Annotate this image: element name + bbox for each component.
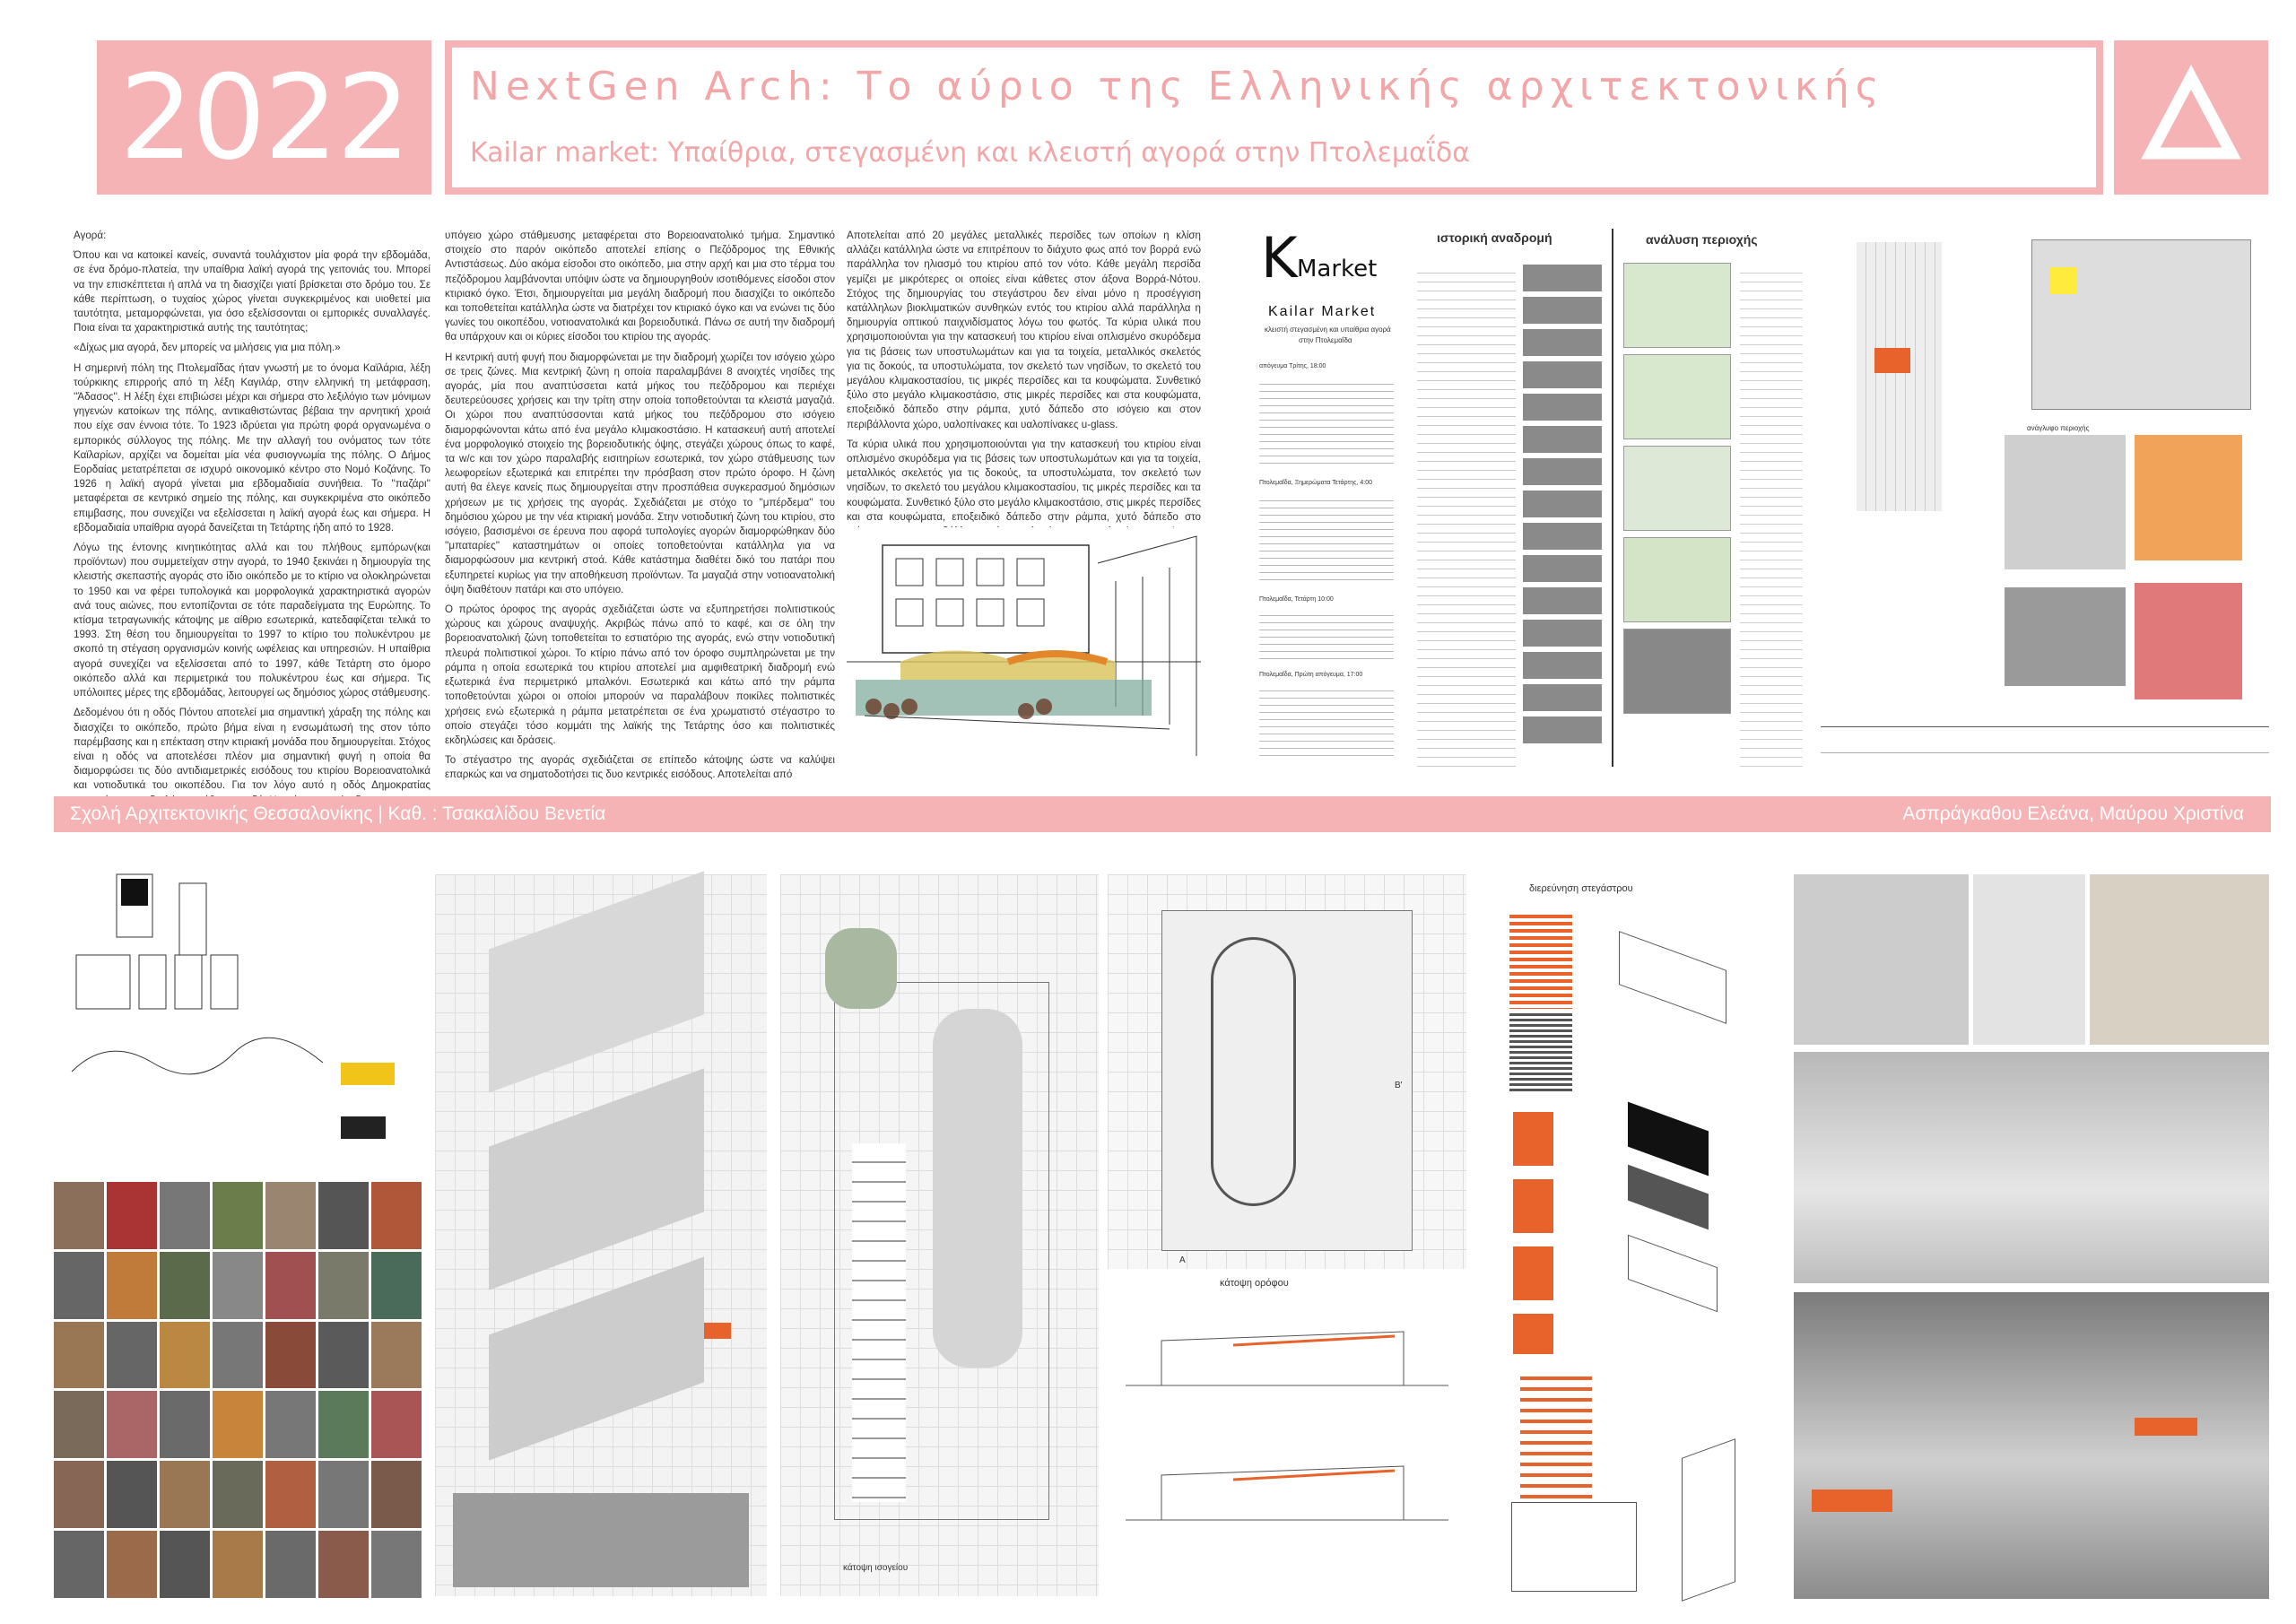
market-photo [371,1391,422,1458]
roof-study-heading: διερεύνηση στεγάστρου [1529,883,1633,894]
market-photo [213,1391,263,1458]
kmarket-brand-panel [1256,225,1410,767]
market-photo [265,1322,316,1389]
market-photo [213,1182,263,1249]
market-photo [265,1252,316,1319]
analysis-map [1623,263,1731,348]
text-column-2 [445,229,835,785]
section-mark: A [1179,1255,1186,1265]
analysis-map [1623,446,1731,531]
building-sections [1108,1296,1466,1596]
model-photo [2090,874,2269,1045]
market-photo [371,1252,422,1319]
market-photo [265,1531,316,1598]
market-photo [107,1322,157,1389]
axonometric-block [489,1256,704,1460]
roof-layer [1628,1165,1709,1230]
orange-stall [1812,1489,1892,1512]
axonometric-block [489,871,704,1092]
analysis-panel [1619,229,1807,767]
ramp-outline [1211,937,1296,1206]
note-3: Πτολεμαΐδα, Τετάρτη 10:00 [1259,596,1334,603]
paragraph: Αγορά: [74,230,107,241]
market-photo [54,1531,104,1598]
history-photos [1523,265,1602,749]
topography-model [2005,435,2126,569]
ground-floor-plan [780,874,1099,1596]
analysis-text [1740,265,1803,767]
site-axonometric [1511,1502,1637,1592]
note-text-lines [1259,378,1394,467]
paragraph: Δεδομένου ότι η οδός Πόντου αποτελεί μια σημαντική χάραξη της πόλης και διασχίζει το οικόπεδο, πρώτο βήμα είναι η ενσωμάτωσή της στον τόπο παρέμβασης και η επέκταση στην κτιριακή μονάδα που δημιουργείται. Στόχος είναι η οδός να αποτελέσει πλέον μια σημαντική φυγή η οποία θα διαμορφώσει τις δύο αντιδιαμετρικές εισόδους του κτιρίου Βορειοανατολικά και νοτιοδυτικά του οικοπέδου. Για τον λόγο αυτό η οδός Δημοκρατίας [74,707,430,792]
ground-floor-label: κάτοψη ισογείου [843,1563,909,1573]
market-photo [371,1322,422,1389]
market-photo [371,1182,422,1249]
paragraph: Ο πρώτος όροφος της αγοράς σχεδιάζεται ώστε να εξυπηρετήσει πολιτιστικούς χώρους και χώρους αναψυχής. Ακριβώς πάνω από το καφέ, και σε όλη την βορειοανατολική ζώνη τοποθετείται το εστιατόριο της αγοράς, ενώ στην νοτιοδυτική πλευρά πολιτιστικοί χώροι. Το κτίριο πάνω από τον όροφο συμπληρώνεται με την ράμπα η οποία εσωτερικά του κτιρίου αποτελεί μια αμφιθεατρική διαδρομή ενώ εξωτερικά ένα περιμετρικό μπαλκόνι. Εσωτερικά και κάτω από την ράμπα τοποθετούνται χώροι οι οποίοι μπορούν να παραλάβουν ποικίλες πολιτιστικές χρήσεις ενώ εξωτερικά η ράμπα μετατρέπεται σε ένα χρωματιστό στέγαστρο το οποίο στεγάζει τόσο κομμάτι της λαϊκής της Τετάρτης όσο και πολιτιστικές εκδηλώσεις και δράσεις. [445,604,835,746]
axonometric-block [489,1068,704,1290]
market-photo [54,1182,104,1249]
market-photo [318,1182,369,1249]
section-mark: B' [1395,1081,1403,1090]
kmarket-caption: κλειστή στεγασμένη και υπαίθρια αγορά [1265,326,1391,334]
interior-render [453,1493,749,1587]
market-photo [160,1461,210,1528]
market-photo [107,1182,157,1249]
market-photo [213,1322,263,1389]
roof-study-panel [1493,874,1780,1601]
louver-study [1509,1013,1572,1094]
market-photo [265,1461,316,1528]
market-sketch [847,527,1201,756]
paragraph: Το στέγαστρο της αγοράς σχεδιάζεται σε επίπεδο κάτοψης ώστε να καλύψει επαρκώς και να σηματοδοτήσει τις δυο κεντρικές εισόδους. Αποτελείται από [445,754,835,781]
history-panel [1417,229,1605,767]
site-highlight [2050,267,2077,294]
market-photo [371,1461,422,1528]
concept-diagrams [54,865,422,1170]
market-photo [318,1461,369,1528]
note-text-lines [1259,494,1394,584]
roof-axonometric [1619,931,1726,1024]
louver-study [1509,915,1572,1009]
model-photo [1973,874,2085,1045]
delta-logo-box [2114,40,2268,195]
triangle-delta-icon [2142,68,2240,167]
project-subtitle: Kailar market: Υπαίθρια, στεγασμένη και κλειστή αγορά στην Πτολεμαΐδα [470,137,1470,169]
text-column-1 [74,229,430,792]
main-title: NextGen Arch: Το αύριο της Ελληνικής αρχιτεκτονικής [470,64,1885,109]
market-photo [265,1391,316,1458]
market-photo [107,1391,157,1458]
note-text-lines [1259,684,1394,756]
historic-photo [2005,587,2126,686]
market-photo [160,1252,210,1319]
urban-map [2031,239,2251,410]
title-banner [445,40,2103,195]
interior-render [1794,1292,2269,1599]
market-photo [318,1322,369,1389]
market-photo [54,1391,104,1458]
market-photo [213,1252,263,1319]
model-photo [1794,874,1969,1045]
interior-render [1794,1052,2269,1283]
paragraph: υπόγειο χώρο στάθμευσης μεταφέρεται στο Βορειοανατολικό τμήμα. Σημαντικό στοιχείο στο παρόν οικόπεδο αποτελεί επίσης ο Πεζόδρομος της Εθνικής Αντιστάσεως. Δύο ακόμα είσοδοι στο οικόπεδο, μια στην αρχή και μια στο τέρμα του πεζόδρομου λαμβάνονται υπόψιν ώστε να δημιουργηθούν ισοτιθόμενες είσοδοι στον κτιριακό όγκο. Έτσι, δημιουργείται μια μεγάλη διαδρομή που διασχίζει το οικόπεδο και τοποθετείται κατάλληλα ώστε να διατρέχει τον κτιριακό όγκο και να ενώνει τις δύο γωνίες του οικοπέδου, νοτιοανατολικά και βορειοδυτικά. Πάνω σε αυτή την διαδρομή θα υπάρχουν και οι κύριες είσοδοι του κτιρίου της αγοράς. [445,230,835,343]
central-space [933,1009,1022,1368]
market-photo [318,1531,369,1598]
quote: «Δίχως μια αγορά, δεν μπορείς να μιλήσεις για μια πόλη.» [74,342,341,354]
market-photo [160,1322,210,1389]
history-heading: ιστορική αναδρομή [1437,230,1552,245]
market-photo [213,1531,263,1598]
market-photo [160,1182,210,1249]
topography-caption: ανάγλυφο περιοχής [2027,424,2090,432]
site-section [1821,726,2269,753]
analysis-heading: ανάλυση περιοχής [1646,232,1758,247]
year-label: 2022 [119,49,409,186]
paragraph: Τα κύρια υλικά που χρησιμοποιούνται για την κατασκευή του κτιρίου είναι οπλισμένο σκυρόδεμα για τις βάσεις των υποστυλωμάτων και για τα τοιχεία, μεταλλικός σκελετός για τις δοκούς, τα υποστυλώματα, τον σκελετό των νησίδων, το σκελετό του μεγάλου κλιμακοστασίου, τις μικρές περσίδες και τα κουφώματα. Συνθετικό ξύλο στο μεγάλο κλιμακοστάσιο, στις μικρές περσίδες και στα κουφώματα, εποξειδικό δάπεδο στην ράμπα, χυτό δάπεδο στο [847,438,1201,523]
note-2: Πτολεμαΐδα, Ξημερώματα Τετάρτης, 4:00 [1259,480,1372,486]
market-photo [318,1252,369,1319]
market-photo [107,1461,157,1528]
louver-profiles [1513,1112,1553,1354]
landuse-map [2135,435,2242,560]
market-photo [265,1182,316,1249]
market-photo [213,1461,263,1528]
renders-panel [1794,874,2269,1599]
first-floor-label: κάτοψη ορόφου [1220,1278,1289,1289]
kmarket-logo-word: Market [1297,256,1378,282]
title-inner-panel [452,48,2096,187]
aerial-photo [1623,629,1731,714]
market-photo [318,1391,369,1458]
analysis-map [1623,537,1731,622]
axonometric-diagrams [435,874,767,1596]
kmarket-caption-city: στην Πτολεμαΐδα [1299,336,1352,344]
site-plan-strip [1857,242,1942,511]
sections-drawing [1108,1296,1466,1596]
first-floor-plan [1108,874,1466,1269]
market-photo [371,1531,422,1598]
roof-layer [1628,1102,1709,1177]
exploded-louvers [1520,1376,1592,1502]
paragraph: Η σημερινή πόλη της Πτολεμαΐδας ήταν γνωστή με το όνομα Καϊλάρια, λέξη τούρκικης επιρροής από τη λέξη Καγιλάρ, στην ελληνική τη μετάφραση, ''Άδασος''. Η λέξη έχει επιβιώσει μέχρι και σήμερα στο λεξιλόγιο των μόνιμων γηγενών κατοίκων της πόλης, αντικαθιστώντας βέβαια την αρνητική χροιά που είχε σαν έννοια τότε. Το 1923 ιδρύεται για πρώτη φορά οργανωμένα ο εμπορικός σύλλογος της πόλης. Με την αλλαγή του ονόματος των τότε Καϊλαρίων, αρχίζει να δομείται μία νέα φυσιογνωμία της πόλης. Ο Δήμος Εορδαίας μετατρέπεται σε ισχυρό οικονομικό κέντρο στο Νομό Κοζάνης. Το 1926 η λαϊκή αγορά γίνεται μια εβδομαδιαία συνήθεια. Το ''παζάρι'' μεταφέρεται σε κεντρικό σημείο της πόλης, και συγκεκριμένα στο οικόπεδο επιμβασης, που συνεχίζει να εξελίσσεται η λαϊκή αγορά έως και σήμερα. Η εβδομαδιαία υπαίθρια αγορά δανείζεται τη Τετάρτης ήδη από το 1928. [74,361,430,534]
analysis-map [1623,354,1731,439]
year-banner [97,40,431,195]
history-text [1417,265,1516,767]
note-4: Πτολεμαΐδα, Πρώτη απόγευμα, 17:00 [1259,672,1363,678]
orange-stall [2135,1418,2197,1436]
footer-band [54,796,2271,832]
site-highlight [1874,348,1910,373]
shop-rows [852,1143,906,1502]
divider [1612,229,1613,767]
note-text-lines [1259,609,1394,663]
paragraph: Λόγω της έντονης κινητικότητας αλλά και του πλήθους εμπόρων(και προϊόντων) που συμμετείχαν στην αγορά, το 1940 ξεκινάει η δημιουργία της κλειστής σκεπαστής αγοράς στο ίδιο οικόπεδο με το κτίριο να ολοκληρώνεται το 1950 και να φέρει τυπολογικά και μορφολογικά χαρακτηριστικά αγορών ανά τους αιώνες, που εντοπίζονται σε τότε παραδείγματα της Ευρώπης. Το κτίσμα τετραγωνικής κάτοψης με αίθριο εσωτερικά, κατεδαφίζεται τελικά το 1993. Στη θέση του δημιουργείται το 1997 το κτίριο του πολυκέντρου με σκοπό τη στέγαση οργανισμών κοινής ωφέλειας και υπηρεσιών. Η υπαίθρια αγορά συνεχίζει να εξελίσσεται από το 1997, κάθε Τετάρτη στο όμορο οικόπεδο αλλά και περιμετρικά του πολυκέντρου έως και σήμερα. Τις υπόλοιπες μέρες της εβδομάδας, λειτουργεί ως δημόσιος χώρος στάθμευσης. [74,542,430,699]
landuse-map [2135,583,2242,699]
market-photo [160,1391,210,1458]
market-photo [107,1531,157,1598]
facade-detail [1682,1438,1735,1602]
sketch-drawing [847,527,1201,756]
roof-layer [1628,1235,1718,1312]
kmarket-brand-name: Kailar Market [1268,304,1377,319]
school-credit: Σχολή Αρχιτεκτονικής Θεσσαλονίκης | Καθ. : Τσακαλίδου Βενετία [70,803,606,824]
paragraph: Η κεντρική αυτή φυγή που διαμορφώνεται με την διαδρομή χωρίζει τον ισόγειο χώρο σε τρεις ζώνες. Μια κεντρική ζώνη η οποία παραλαμβάνει 8 ανοιχτές νησίδες της αγοράς, μία που αναπτύσσεται κατά μήκος του πεζόδρομου και περιέχει δευτερεύουσες χρήσεις και την τρίτη στην οποία τοποθετούνται τα κλειστά μαγαζιά. Οι χώροι που αναπτύσσονται κατά μήκος του πεζόδρομου στο ισόγειο διαμορφώνονται κάτω από ένα μεγάλο κλιμακοστάσιο. Η κατασκευή αυτή αποτελεί ένα μορφολογικό στοιχείο της βορειοδυτικής όψης, στεγάζει χώρους όπως το καφέ, τα w/c και τον χώρο παραλαβής εισιτηρίων εσωτερικά, τον χώρο στάθμευσης των λεωφορείων εξωτερικά και επιτρέπει την πρόσβαση στον πρώτο όροφο. Η ζώνη αυτή θα έλεγε κανείς πως δημιουργείται στην προσπάθεια συγκερασμού δημόσιων χρήσεων με τις χρήσεις της αγοράς. Σχεδιάζεται με στόχο το ''μπέρδεμα'' του δημόσιου χώρου με την νέα κτιριακή μονάδα. Στην νοτιοδυτική ζώνη του κτιρίου, στο ισόγειο, βασισμένοι σε έρευνα που αφορά τυπολογίες αγορών διαμορφώθηκαν δύο ''μπαταρίες'' καταστημάτων οι οποίες τοποθετούνται κατάλληλα για να διαμορφώσουν μια κεντρική στοά. Κάθε κατάστημα διαθέτει δικό του πατάρι που εξυπηρετεί κυρίως για την αποθήκευση προϊόντων. Τα μαγαζιά στην νοτιοανατολική όψη διαθέτουν πατάρι και στο υπόγειο. [445,351,835,595]
note-1: απόγευμα Τρίτης, 18:00 [1259,363,1326,369]
market-photo-collage [54,1182,422,1598]
market-photo [54,1322,104,1389]
market-photo [54,1461,104,1528]
concept-sketches [54,865,422,1170]
green-area [825,928,897,1009]
market-photo [160,1531,210,1598]
market-photo [107,1252,157,1319]
kmarket-logo-k: K [1261,225,1298,291]
site-maps-panel [1812,229,2274,762]
text-column-3 [847,229,1201,525]
market-photo [54,1252,104,1319]
paragraph: Αποτελείται από 20 μεγάλες μεταλλικές περσίδες των οποίων η κλίση αλλάζει κατάλληλα ώστε να επιτρέπουν το διάχυτο φως από τον βορρά ενώ παράλληλα τον ηλιασμό του κτιρίου από τον νότο. Κάθε μεγάλη περσίδα γεμίζει με μικρότερες οι οποίες είναι κάθετες στον άξονα Βορρά-Νότου. Στόχος της δημιουργίας του στεγάστρου δεν είναι μόνο η προσέγγιση κατάλληλων βιοκλιματικών συνθηκών εντός του κτιρίου αλλά παράλληλα η δημιουργία οπτικού παιχνιδίσματος λόγω του φωτός. Τα κύρια υλικά που χρησιμοποιούνται για την κατασκευή του κτιρίου είναι οπλισμένο σκυρόδεμα για τις βάσεις των υποστυλωμάτων και για τα τοιχεία, μεταλλικός σκελετός για τις δοκούς, τα υποστυλώματα, τον σκελετό των νησίδων, το σκελετό του μεγάλου κλιμακοστασίου, τις μικρές περσίδες και τα κουφώματα. Συνθετικό ξύλο στο μεγάλο κλιμακοστάσιο, στις μικρές περσίδες και στα κουφώματα, εποξειδικό δάπεδο στην ράμπα, χυτό δάπεδο στο ισόγειο και στον περιβάλλοντα χώρο, υαλοπίνακες και υαλοπίνακες u-glass. [847,230,1201,430]
authors-credit: Ασπράγκαθου Ελεάνα, Μαύρου Χριστίνα [1902,803,2244,824]
paragraph: Όπου και να κατοικεί κανείς, συναντά τουλάχιστον μία φορά την εβδομάδα, σε ένα δρόμο-πλατεία, την υπαίθρια λαϊκή αγορά της γειτονιάς του. Μπορεί να την επισκέπτεται ή απλά να τη διασχίζει γιατί βρίσκεται στο δρόμο του. Σε κάθε περίπτωση, ο τυχαίος χώρος γίνεται συγκεκριμένος και υιοθετεί μια ταυτότητα, μεταμορφώνεται, για όσο εξελίσσονται οι εμπορικές συναλλαγές. Ποια είναι τα χαρακτηριστικά αυτής της ταυτότητας; [74,249,430,334]
